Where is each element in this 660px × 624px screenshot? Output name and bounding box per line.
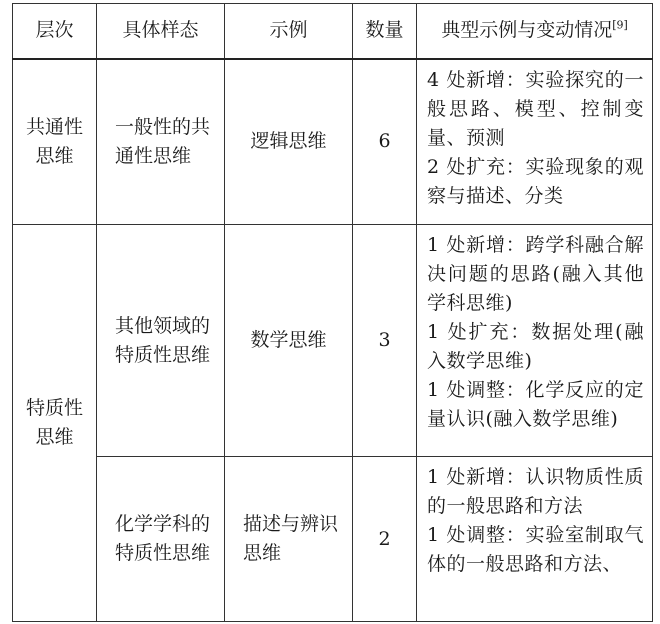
table-header-row — [13, 4, 653, 59]
detail-item: 1 处新增：认识物质性质的一般思路和方法 — [427, 466, 644, 517]
level-cell: 特质性思维 — [13, 225, 97, 622]
example-cell: 逻辑思维 — [225, 59, 353, 225]
form-cell: 其他领域的特质性思维 — [97, 225, 225, 457]
header-details-label: 典型示例与变动情况 — [441, 19, 613, 42]
details-cell — [417, 59, 653, 225]
count-cell: 6 — [353, 59, 417, 225]
header-level: 层次 — [13, 4, 97, 59]
count-cell: 2 — [353, 457, 417, 622]
header-details — [417, 4, 653, 59]
count-cell: 3 — [353, 225, 417, 457]
detail-item: 1 处扩充：数据处理(融入数学思维) — [427, 321, 644, 372]
header-example: 示例 — [225, 4, 353, 59]
detail-item: 1 处调整：化学反应的定量认识(融入数学思维) — [427, 379, 644, 430]
form-cell: 化学学科的特质性思维 — [97, 457, 225, 622]
example-cell: 描述与辨识思维 — [225, 457, 353, 622]
details-cell — [417, 225, 653, 457]
thinking-types-table — [12, 3, 653, 622]
table-row — [13, 457, 653, 622]
form-cell: 一般性的共通性思维 — [97, 59, 225, 225]
header-form: 具体样态 — [97, 4, 225, 59]
level-cell: 共通性思维 — [13, 59, 97, 225]
header-count: 数量 — [353, 4, 417, 59]
header-reference: [9] — [612, 18, 628, 32]
detail-item: 1 处新增：跨学科融合解决问题的思路(融入其他学科思维) — [427, 234, 644, 314]
detail-item: 2 处扩充：实验现象的观察与描述、分类 — [427, 155, 644, 207]
details-cell — [417, 457, 653, 622]
detail-item: 1 处调整：实验室制取气体的一般思路和方法、 — [427, 524, 644, 575]
table-row — [13, 59, 653, 225]
table-row — [13, 225, 653, 457]
example-cell: 数学思维 — [225, 225, 353, 457]
detail-item: 4 处新增：实验探究的一般思路、模型、控制变量、预测 — [427, 68, 644, 149]
